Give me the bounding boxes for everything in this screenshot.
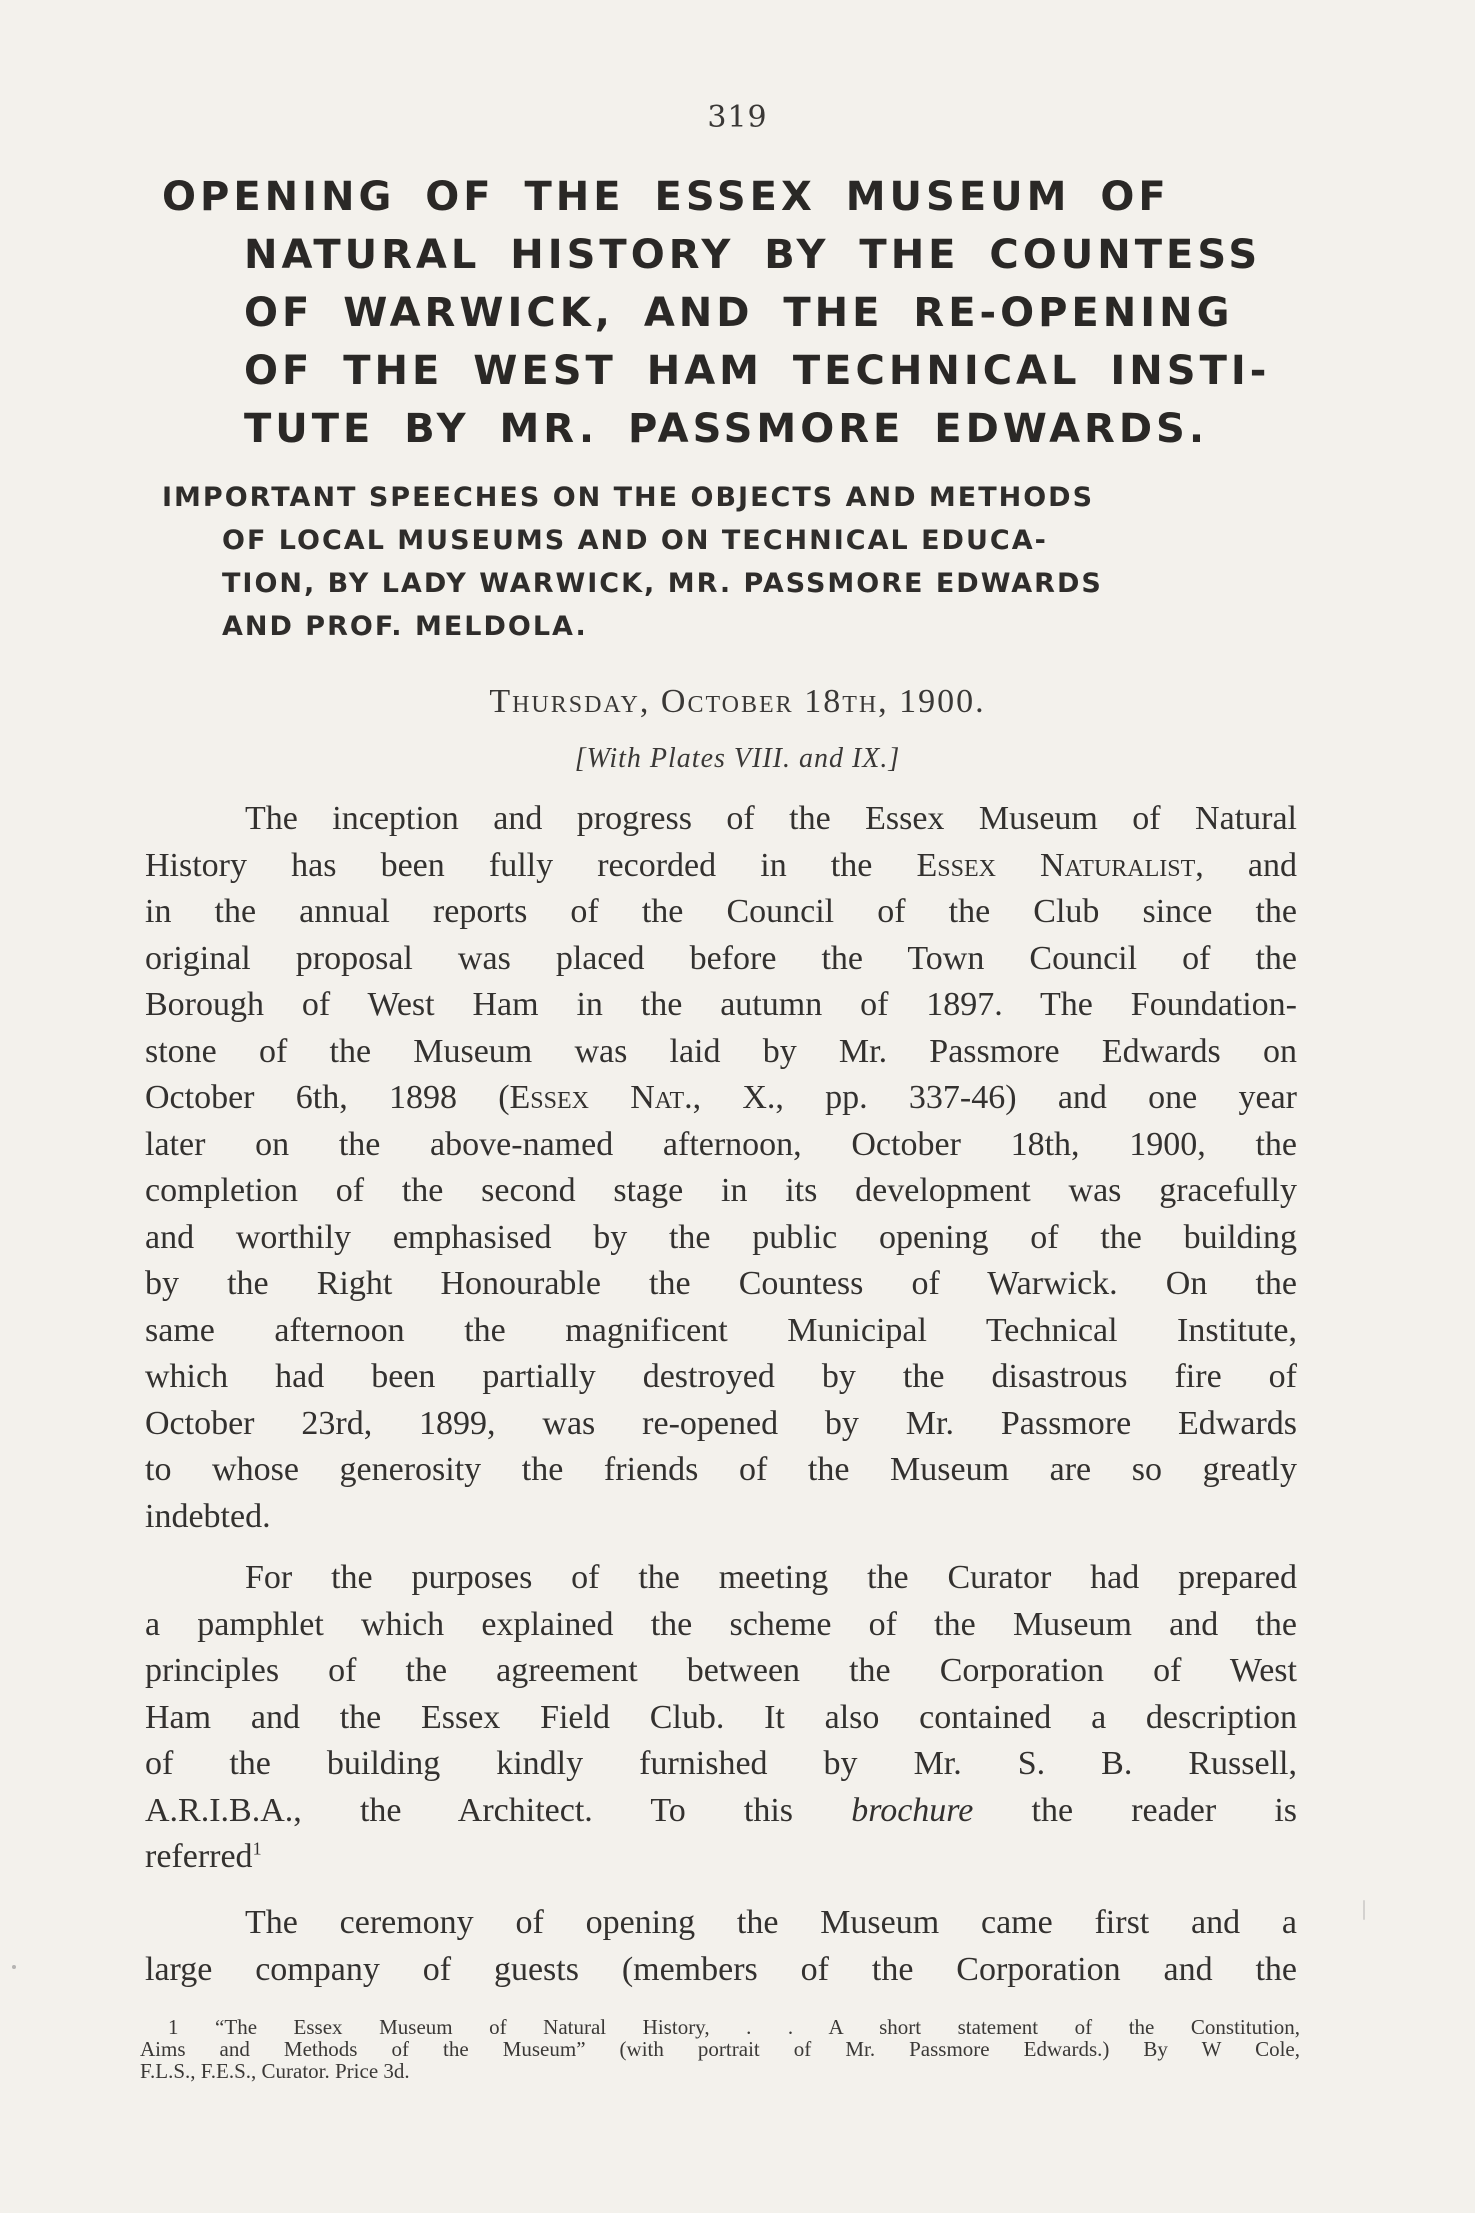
text-line: large company of guests (members of the Corporation and the — [145, 1950, 1297, 1988]
text-run: the reader is — [973, 1791, 1297, 1829]
subtitle-line: OF LOCAL MUSEUMS AND ON TECHNICAL EDUCA- — [222, 525, 1048, 556]
text-line: Ham and the Essex Field Club. It also contained a description — [145, 1698, 1297, 1736]
subtitle-line: IMPORTANT SPEECHES ON THE OBJECTS AND METHODS — [162, 482, 1095, 513]
text-line — [145, 1788, 1297, 1835]
text-line — [145, 843, 1297, 890]
text-line: a pamphlet which explained the scheme of the Museum and the — [145, 1605, 1297, 1643]
text-line: The inception and progress of the Essex Museum of Natural — [245, 800, 1297, 837]
journal-title: Essex Naturalist — [916, 846, 1196, 884]
text-line: and worthily emphasised by the public opening of the building — [145, 1218, 1297, 1256]
print-speck — [12, 1965, 16, 1969]
footnote-marker: 1 — [252, 1838, 262, 1859]
text-line — [145, 1834, 1297, 1881]
footnote-line: Aims and Methods of the Museum” (with portrait of Mr. Passmore Edwards.) By W Cole, — [140, 2037, 1300, 2061]
text-line: to whose generosity the friends of the Museum are so greatly — [145, 1451, 1297, 1488]
text-line: original proposal was placed before the Town Council of the — [145, 939, 1297, 977]
text-run: , X., pp. 337-46) and one year — [692, 1079, 1297, 1116]
text-run: A.R.I.B.A., the Architect. To this — [145, 1791, 852, 1829]
text-line: same afternoon the magnificent Municipal Technical Institute, — [145, 1311, 1297, 1349]
subtitle-line: TION, BY LADY WARWICK, MR. PASSMORE EDWARDS — [222, 568, 1103, 599]
text-line: in the annual reports of the Council of the Club since the — [145, 893, 1297, 930]
text-line: later on the above-named afternoon, October 18th, 1900, the — [145, 1125, 1297, 1163]
text-run: History has been fully recorded in the — [145, 846, 917, 884]
footnote-line: 1 “The Essex Museum of Natural History, . . A short statement of the Constitution, — [168, 2015, 1300, 2039]
text-run: , and — [1195, 846, 1297, 884]
title-line: OPENING OF THE ESSEX MUSEUM OF — [162, 174, 1170, 220]
italic-word: brochure — [851, 1791, 974, 1829]
article-subtitle — [162, 476, 1310, 648]
paragraph-1 — [145, 796, 1297, 1540]
text-run: referred — [145, 1838, 253, 1875]
plates-note: [With Plates VIII. and IX.] — [574, 743, 901, 774]
footnote-line: F.L.S., F.E.S., Curator. Price 3d. — [140, 2059, 410, 2083]
title-line: OF THE WEST HAM TECHNICAL INSTI- — [244, 348, 1271, 394]
text-line: indebted. — [145, 1497, 271, 1535]
text-line — [145, 1075, 1297, 1122]
paragraph-2 — [145, 1555, 1297, 1881]
text-line: For the purposes of the meeting the Curator had prepared — [245, 1559, 1297, 1596]
print-speck — [1363, 1900, 1365, 1920]
title-line: NATURAL HISTORY BY THE COUNTESS — [244, 232, 1262, 278]
text-line: which had been partially destroyed by the disastrous fire of — [145, 1358, 1297, 1395]
article-title — [162, 168, 1310, 458]
text-run: October 6th, 1898 ( — [145, 1079, 510, 1116]
text-line: of the building kindly furnished by Mr. S. B. Russell, — [145, 1745, 1297, 1782]
text-line: October 23rd, 1899, was re-opened by Mr. Passmore Edwards — [145, 1404, 1297, 1442]
paragraph-3 — [145, 1900, 1297, 1993]
text-line: completion of the second stage in its development was gracefully — [145, 1172, 1297, 1209]
text-line: principles of the agreement between the Corporation of West — [145, 1652, 1297, 1689]
text-line: Borough of West Ham in the autumn of 1897. The Foundation- — [145, 986, 1297, 1023]
subtitle-line: AND PROF. MELDOLA. — [222, 611, 588, 642]
page-number: 319 — [707, 100, 768, 135]
title-line: OF WARWICK, AND THE RE-OPENING — [244, 290, 1234, 336]
text-line: by the Right Honourable the Countess of Warwick. On the — [145, 1265, 1297, 1302]
text-line: The ceremony of opening the Museum came first and a — [245, 1904, 1297, 1941]
date-line: Thursday, October 18th, 1900. — [489, 683, 986, 720]
footnote — [140, 2016, 1300, 2082]
text-line: stone of the Museum was laid by Mr. Passmore Edwards on — [145, 1032, 1297, 1070]
title-line: TUTE BY MR. PASSMORE EDWARDS. — [244, 406, 1209, 452]
journal-abbrev: Essex Nat. — [509, 1079, 693, 1116]
